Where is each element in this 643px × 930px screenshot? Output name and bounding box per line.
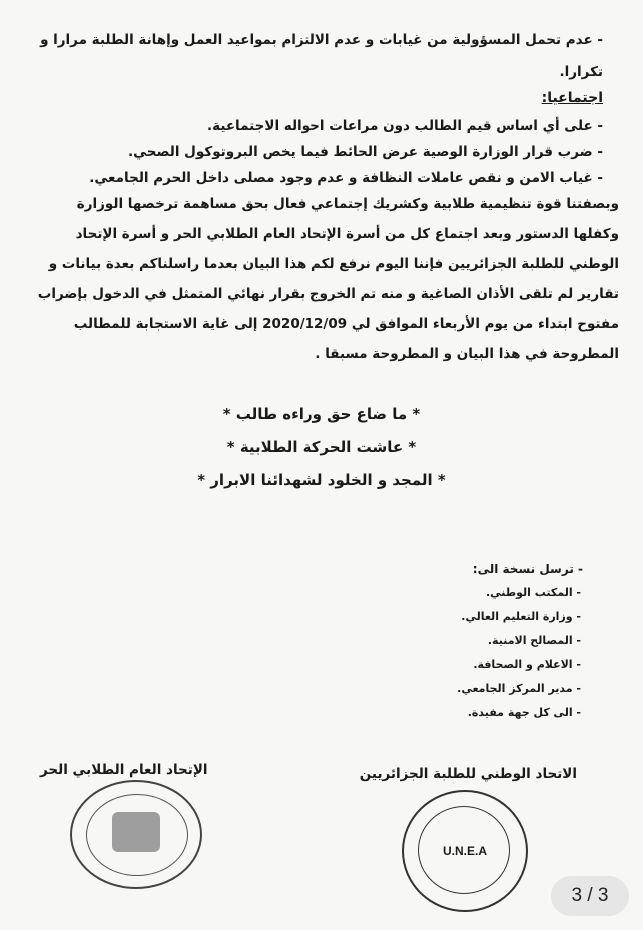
right-stamp-text: U.N.E.A — [442, 844, 487, 858]
cc-item: - المكتب الوطني. — [20, 585, 581, 600]
cc-item: - الاعلام و الصحافة. — [20, 657, 581, 672]
body-line: وكفلها الدستور وبعد اجتماع كل من أسرة الإتحاد العام الطلابي الحر و أسرة الإتحاد — [75, 226, 619, 242]
body-line: وبصفتنا قوة تنظيمية طلابية وكشريك إجتماعي فعال بحق مساهمة ترخصها الوزارة — [76, 196, 619, 212]
signature-right-title: الاتحاد الوطني للطلبة الجزائريين — [359, 766, 577, 782]
cc-item: - وزارة التعليم العالي. — [20, 609, 581, 624]
cc-heading: - ترسل نسخة الى: — [20, 562, 583, 577]
signature-left-title: الإتحاد العام الطلابي الحر — [40, 762, 208, 778]
body-line: مفتوح ابتداء من يوم الأربعاء الموافق لي 2020/12/09 إلى غاية الاستجابة للمطالب — [73, 316, 619, 332]
top-line-1: - عدم تحمل المسؤولية من غيابات و عدم الالتزام بمواعيد العمل وإهانة الطلبة مرارا و — [20, 30, 603, 50]
cc-item: - مدير المركز الجامعي. — [20, 681, 581, 696]
social-item: - ضرب قرار الوزارة الوصية عرض الحائط فيما يخص البروتوكول الصحي. — [20, 142, 603, 162]
slogan: * عاشت الحركة الطلابية * — [226, 438, 417, 456]
cc-item: - الى كل جهة مفيدة. — [20, 705, 581, 720]
social-heading: اجتماعيا: — [541, 90, 603, 106]
body-line: تقارير لم تلقى الأذان الصاغية و منه تم الخروج بقرار نهائي المتمثل في الدخول بإضراب — [37, 286, 619, 302]
cc-item: - المصالح الامنية. — [20, 633, 581, 648]
body-line: الوطني للطلبة الجزائريين فإننا اليوم نرفع لكم هذا البيان بعدما راسلناكم بعدة بيانات و — [48, 256, 619, 272]
left-stamp — [70, 780, 202, 889]
page-indicator: 3 / 3 — [551, 876, 629, 916]
social-item: - على أي اساس قيم الطالب دون مراعات احواله الاجتماعية. — [20, 116, 603, 136]
right-stamp — [402, 790, 528, 912]
slogan: * المجد و الخلود لشهدائنا الابرار * — [197, 471, 446, 489]
slogan: * ما ضاع حق وراءه طالب * — [222, 405, 421, 423]
social-item: - غياب الامن و نقص عاملات النظافة و عدم وجود مصلى داخل الحرم الجامعي. — [20, 168, 603, 188]
top-line-2: تكرارا. — [559, 64, 603, 80]
body-line: المطروحة في هذا البيان و المطروحة مسبقا . — [315, 346, 619, 362]
